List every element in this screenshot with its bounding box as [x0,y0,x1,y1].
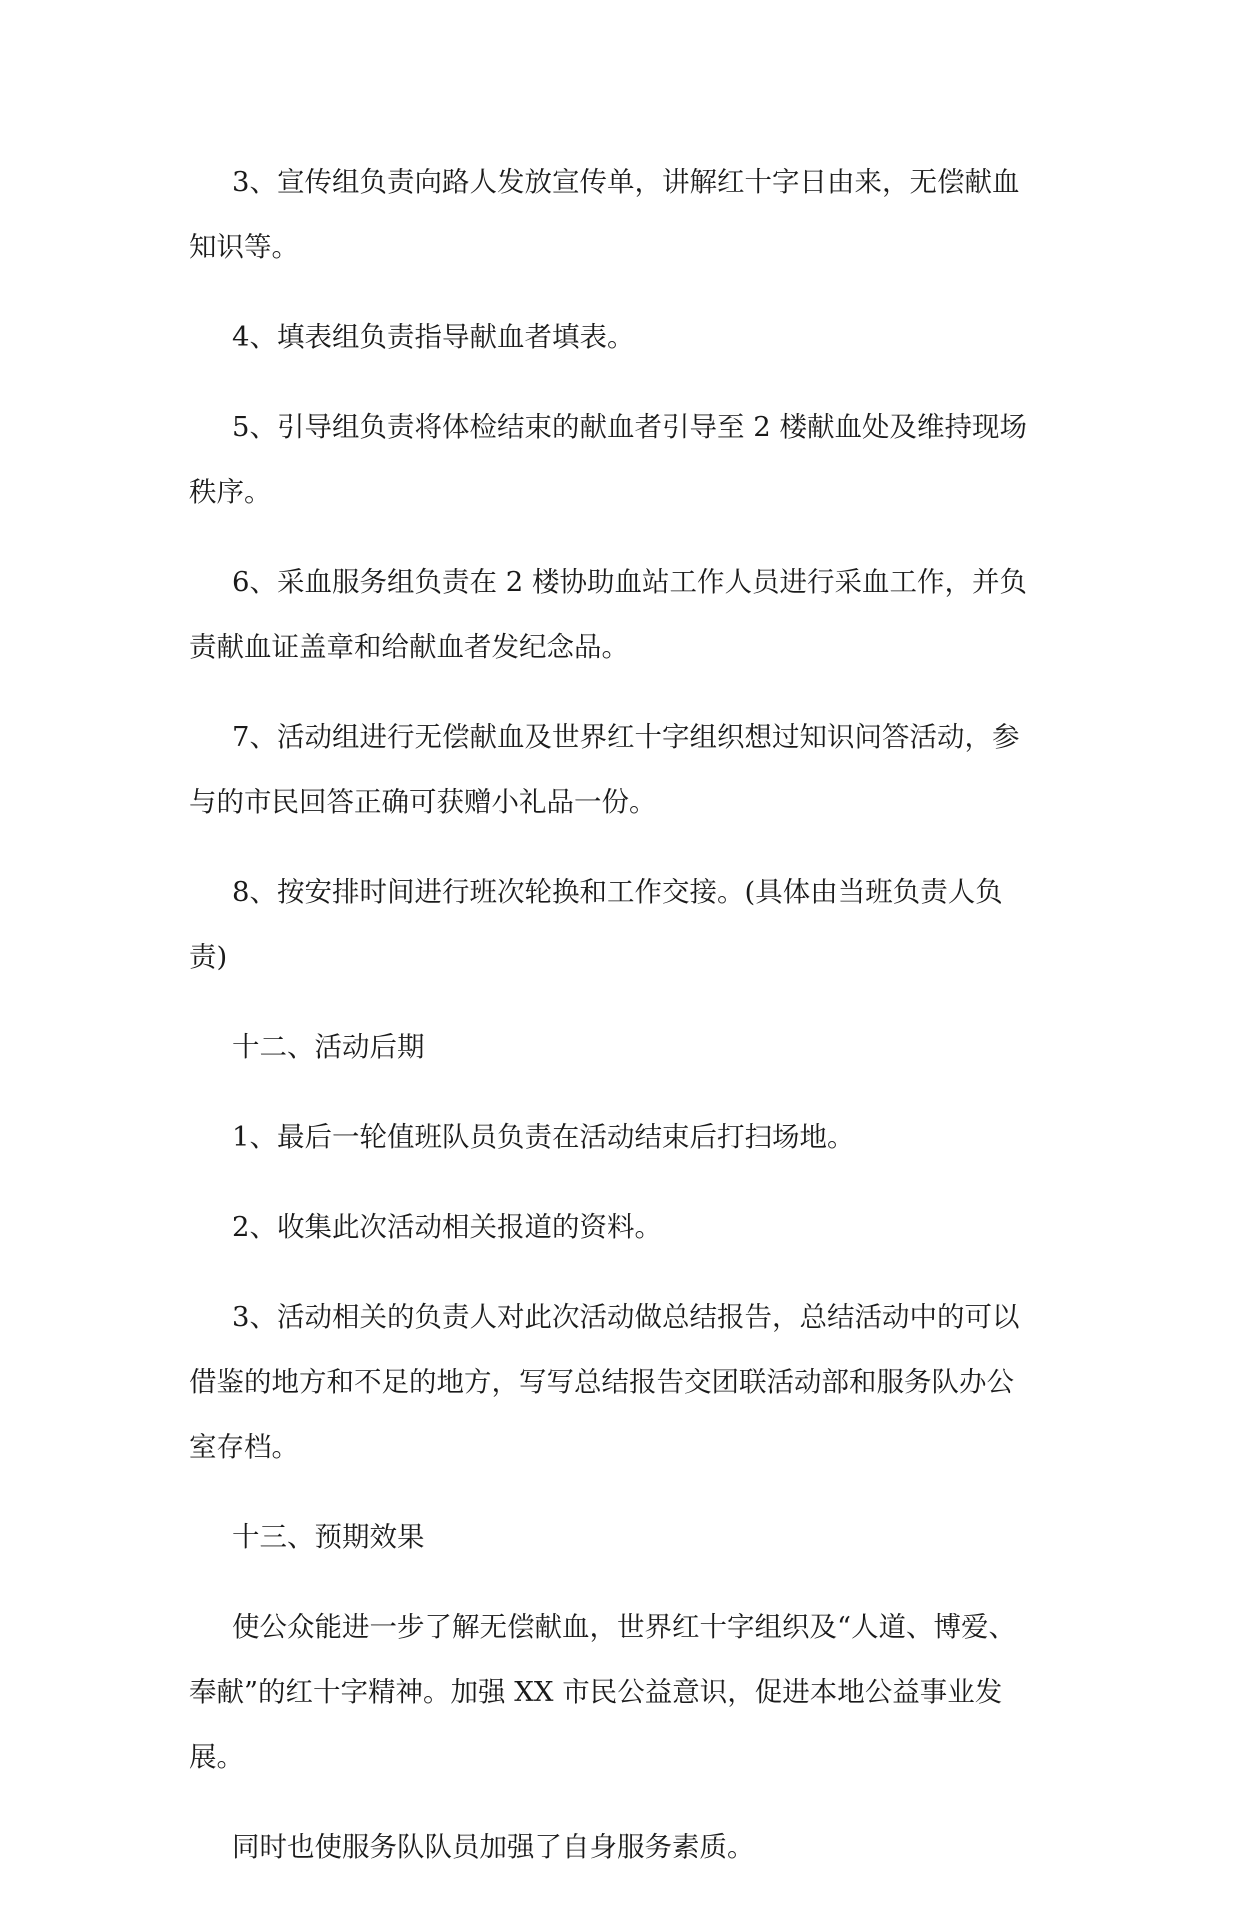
paragraph-line: 使公众能进一步了解无偿献血，世界红十字组织及“人道、博爱、 [232,1611,1017,1643]
paragraph-line: 5、引导组负责将体检结束的献血者引导至 2 楼献血处及维持现场 [232,411,1027,443]
paragraph-line: 奉献”的红十字精神。加强 XX 市民公益意识，促进本地公益事业发 [189,1676,1003,1708]
paragraph-line: 同时也使服务队队员加强了自身服务素质。 [232,1831,755,1863]
paragraph-line: 展。 [189,1741,244,1773]
document-page [189,150,1061,1905]
section-heading: 十二、活动后期 [232,1031,425,1063]
section-heading: 十三、预期效果 [232,1521,425,1553]
paragraph-summary-report [189,1285,1061,1480]
paragraph-line: 7、活动组进行无偿献血及世界红十字组织想过知识问答活动，参 [232,721,1020,753]
paragraph-public-awareness [189,1595,1061,1790]
paragraph-line: 责) [189,941,228,973]
paragraph-line: 3、宣传组负责向路人发放宣传单，讲解红十字日由来，无偿献血 [232,166,1020,198]
paragraph-line: 责献血证盖章和给献血者发纪念品。 [189,631,629,663]
paragraph-form-group [189,305,1061,370]
paragraph-line: 与的市民回答正确可获赠小礼品一份。 [189,786,657,818]
paragraph-team-quality [189,1815,1061,1880]
paragraph-line: 2、收集此次活动相关报道的资料。 [232,1211,662,1243]
paragraph-line: 6、采血服务组负责在 2 楼协助血站工作人员进行采血工作，并负 [232,566,1027,598]
paragraph-line: 秩序。 [189,476,272,508]
section-heading-expected-results [189,1505,1061,1570]
paragraph-blood-collection-group [189,550,1061,680]
paragraph-line: 3、活动相关的负责人对此次活动做总结报告，总结活动中的可以 [232,1301,1020,1333]
paragraph-line: 室存档。 [189,1431,299,1463]
paragraph-line: 1、最后一轮值班队员负责在活动结束后打扫场地。 [232,1121,855,1153]
paragraph-guide-group [189,395,1061,525]
section-heading-later-stage [189,1015,1061,1080]
paragraph-activity-group [189,705,1061,835]
paragraph-collect-reports [189,1195,1061,1260]
paragraph-line: 4、填表组负责指导献血者填表。 [232,321,635,353]
paragraph-publicity-group [189,150,1061,280]
paragraph-line: 8、按安排时间进行班次轮换和工作交接。(具体由当班负责人负 [232,876,1003,908]
paragraph-line: 借鉴的地方和不足的地方，写写总结报告交团联活动部和服务队办公 [189,1366,1014,1398]
paragraph-shift-rotation [189,860,1061,990]
paragraph-line: 知识等。 [189,231,299,263]
paragraph-cleanup [189,1105,1061,1170]
